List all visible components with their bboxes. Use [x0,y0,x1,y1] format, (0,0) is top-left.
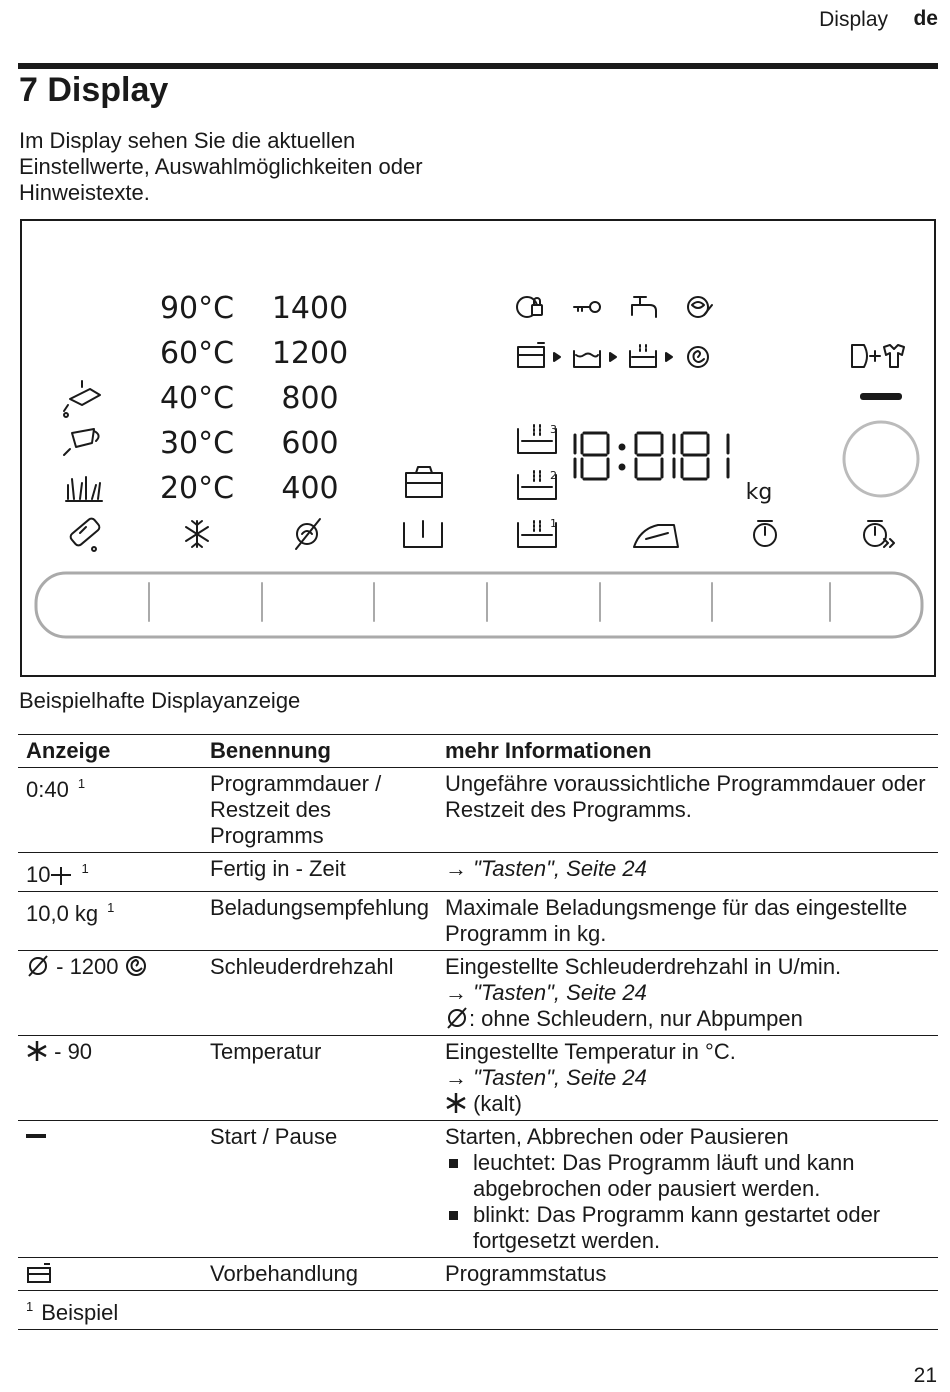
table-header-row [18,735,938,768]
program-status-spin [688,347,708,367]
display-illustration [20,219,936,677]
stain-icon[interactable] [64,429,99,455]
header-rule [18,63,938,69]
remote-start-icon [852,345,904,367]
display-info-table [18,734,938,1330]
name-cell: Vorbehandlung [202,1258,437,1291]
running-header-section: Display [819,8,888,31]
finish-in-icon[interactable] [754,521,776,546]
program-status-pretreatment [518,343,560,367]
plus-icon [50,865,72,885]
table-row [18,892,938,951]
name-cell: Fertig in - Zeit [202,853,437,892]
temp-option[interactable]: 90°C [159,291,235,326]
start-pause-knob[interactable] [844,422,918,496]
pretreatment-icon [26,1262,54,1284]
name-cell: Programmdauer / Restzeit des Programms [202,768,437,853]
table-row [18,768,938,853]
table-row [18,1258,938,1291]
info-cell: Ungefähre voraussichtliche Programmdauer oder Restzeit des Programms. [437,768,938,853]
table-row [18,951,938,1036]
name-cell: Start / Pause [202,1121,437,1258]
program-status-rinse [630,345,672,367]
svg-text:3: 3 [550,423,557,436]
svg-text:1: 1 [550,517,557,530]
start-pause-dash-icon [26,1134,46,1138]
table-row [18,1121,938,1258]
grass-stain-icon[interactable] [66,477,102,501]
rinse-level-3-icon[interactable] [518,423,557,453]
column-header: mehr Informationen [437,735,938,768]
info-cell: Starten, Abbrechen oder Pausieren leuchtet: Das Programm läuft und kann abgebrochen oder pausiert werden. blinkt: Das Programm kann gestartet oder fortgesetzt werden. [437,1121,938,1258]
spin-option[interactable]: 1200 [271,336,349,371]
temp-option[interactable]: 40°C [159,381,235,416]
spin-option[interactable]: 1400 [271,291,349,326]
name-cell: Beladungsempfehlung [202,892,437,951]
display-cell [18,1121,202,1258]
info-cell: Eingestellte Schleuderdrehzahl in U/min. → "Tasten", Seite 24 : ohne Schleudern, nur Abpumpen [437,951,938,1036]
rinse-level-1-icon[interactable] [518,517,557,547]
temp-option[interactable]: 30°C [159,426,235,461]
snowflake-icon [445,1092,467,1114]
display-cell: 10,0 kg $^1$ [18,892,202,951]
display-cell [18,1258,202,1291]
rinse-icon[interactable] [404,521,442,547]
list-item: blinkt: Das Programm kann gestartet oder fortgesetzt werden. [445,1202,930,1254]
cross-reference-link[interactable]: → "Tasten", Seite 24 [444,1065,647,1090]
start-pause-indicator[interactable] [860,393,902,400]
info-cell: Maximale Beladungsmenge für das eingestellte Programm in kg. [437,892,938,951]
temp-option[interactable]: 20°C [159,471,235,506]
column-header: Anzeige [18,735,202,768]
unit-label: kg [745,480,773,505]
info-cell [437,853,938,892]
table-row [18,1036,938,1121]
key-icon [574,302,600,312]
speed-icon[interactable] [864,521,894,547]
cross-reference-link[interactable]: → "Tasten", Seite 24 [444,980,647,1005]
cross-reference-link[interactable]: → "Tasten", Seite 24 [444,856,647,881]
display-cell: 0:40 $^1$ [18,768,202,853]
water-plus-icon[interactable] [64,381,100,417]
chapter-title: 7 Display [19,71,169,109]
seven-segment-display [575,433,728,479]
spin-option[interactable]: 600 [281,426,339,461]
temp-option[interactable]: 60°C [159,336,235,371]
snowflake-icon [26,1040,48,1062]
snowflake-icon[interactable] [186,521,208,547]
tap-icon [632,297,656,317]
spin-option[interactable]: 800 [281,381,339,416]
info-cell: Programmstatus [437,1258,938,1291]
spin-option[interactable]: 400 [281,471,339,506]
no-spin-icon [445,1007,469,1029]
rinse-level-2-icon[interactable] [518,469,557,499]
iron-icon[interactable] [634,525,678,547]
program-status-wash [574,351,616,367]
no-spin-icon [26,955,50,977]
hygiene-icon[interactable] [69,517,101,551]
figure-caption: Beispielhafte Displayanzeige [19,688,301,713]
no-spin-icon[interactable] [296,519,320,549]
page-number: 21 [913,1364,937,1387]
info-cell: Eingestellte Temperatur in °C. → "Tasten", Seite 24 (kalt) [437,1036,938,1121]
child-lock-icon [517,297,542,317]
drum-clean-icon [688,297,712,317]
footnote: $^1$ Beispiel [18,1291,938,1330]
column-header: Benennung [202,735,437,768]
display-cell: - 1200 [18,951,202,1036]
table-footnote-row [18,1291,938,1330]
table-row [18,853,938,892]
list-item: leuchtet: Das Programm läuft und kann abgebrochen oder pausiert werden. [445,1150,930,1202]
name-cell: Temperatur [202,1036,437,1121]
display-cell: - 90 [18,1036,202,1121]
touch-button-strip[interactable] [36,573,922,637]
svg-text:2: 2 [550,469,557,482]
display-cell: 10 $^1$ [18,853,202,892]
intro-paragraph: Im Display sehen Sie die aktuellen Einstellwerte, Auswahlmöglichkeiten oder Hinweistexte. [19,128,423,205]
running-header-language: de [913,7,938,30]
pretreatment-tub-icon[interactable] [406,467,442,497]
name-cell: Schleuderdrehzahl [202,951,437,1036]
spin-icon [125,955,147,977]
